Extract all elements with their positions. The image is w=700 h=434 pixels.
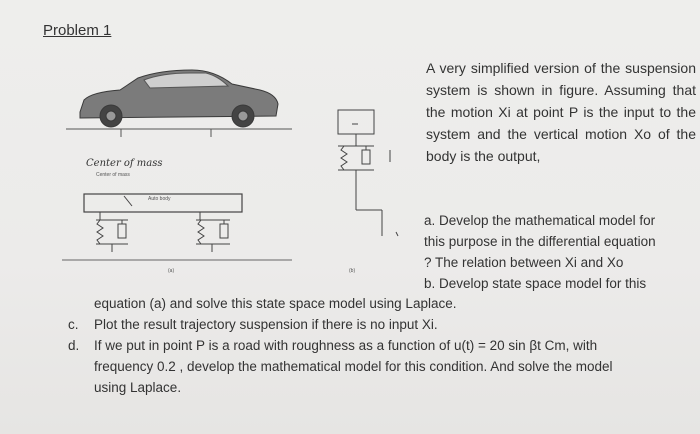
figure-b-label: (b) — [349, 268, 356, 274]
problem-heading: Problem 1 — [43, 22, 112, 39]
item-b-line1: b. Develop state space model for this — [424, 276, 647, 291]
item-d-line2: frequency 0.2 , develop the mathematical model for this condition. And solve the model — [94, 359, 613, 374]
item-a-line1: a. Develop the mathematical model for — [424, 213, 656, 228]
item-a-line3: ? The relation between Xi and Xo — [424, 255, 624, 270]
item-d-line1: If we put in point P is a road with roughness as a function of u(t) = 20 sin βt Cm, with — [94, 338, 598, 353]
auto-body-label: Auto body — [148, 196, 171, 202]
item-d-marker: d. — [68, 338, 80, 353]
simplified-model — [338, 110, 398, 236]
problem-intro: A very simplified version of the suspension system is shown in figure. Assuming that the motion Xi at point P is the input to the system and the vertical motion Xo of the body is the output, — [426, 60, 696, 164]
item-b-line2: equation (a) and solve this state space model using Laplace. — [94, 296, 457, 311]
left-suspension — [96, 212, 128, 252]
right-suspension — [196, 212, 230, 252]
item-c-text: Plot the result trajectory suspension if there is no input Xi. — [94, 317, 438, 332]
item-d-line3: using Laplace. — [94, 380, 182, 395]
car-illustration — [80, 70, 278, 127]
figure-a-label: (a) — [168, 268, 175, 274]
center-of-mass-label: Center of mass — [86, 158, 163, 169]
item-c-marker: c. — [68, 317, 79, 332]
item-a-line2: this purpose in the differential equation — [424, 234, 656, 249]
center-of-mass-small-label: Center of mass — [96, 172, 130, 178]
